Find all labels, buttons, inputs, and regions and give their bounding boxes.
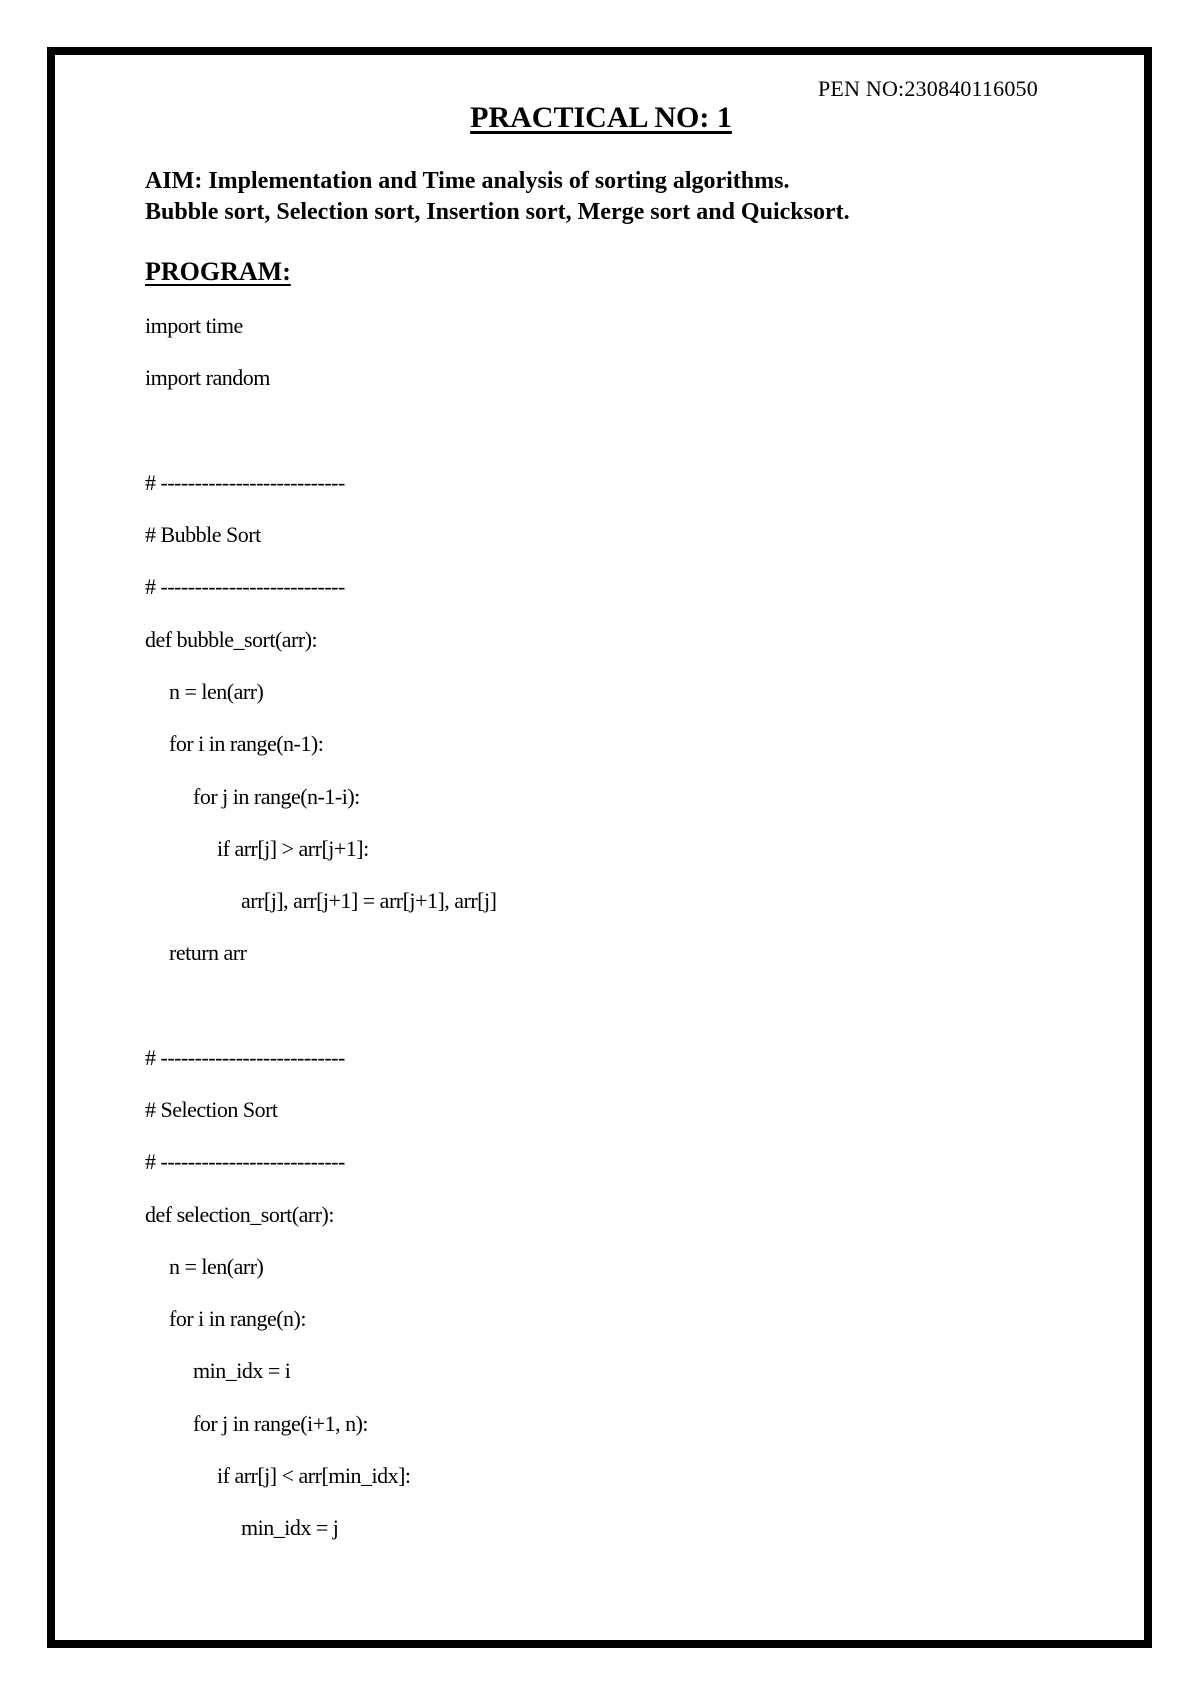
code-line: def bubble_sort(arr): xyxy=(145,627,318,652)
aim-line-2: Bubble sort, Selection sort, Insertion sort, Merge sort and Quicksort. xyxy=(145,199,850,225)
code-line: min_idx = j xyxy=(241,1515,339,1540)
aim-line-1: AIM: Implementation and Time analysis of sorting algorithms. xyxy=(145,168,790,194)
code-line: n = len(arr) xyxy=(169,679,264,704)
code-line: # --------------------------- xyxy=(145,470,345,495)
code-line: for i in range(n-1): xyxy=(169,731,324,756)
code-line: for j in range(n-1-i): xyxy=(193,784,360,809)
pen-number: PEN NO:230840116050 xyxy=(818,76,1038,101)
code-line: arr[j], arr[j+1] = arr[j+1], arr[j] xyxy=(241,888,497,913)
code-line: # Selection Sort xyxy=(145,1097,278,1122)
code-line: # --------------------------- xyxy=(145,1045,345,1070)
code-line: import time xyxy=(145,313,243,338)
code-line: # --------------------------- xyxy=(145,574,345,599)
code-line: for j in range(i+1, n): xyxy=(193,1411,369,1436)
code-line: min_idx = i xyxy=(193,1358,291,1383)
code-line: n = len(arr) xyxy=(169,1254,264,1279)
code-line: # --------------------------- xyxy=(145,1149,345,1174)
code-line: # Bubble Sort xyxy=(145,522,261,547)
page-border xyxy=(47,47,1152,1648)
code-line: def selection_sort(arr): xyxy=(145,1202,334,1227)
page-title: PRACTICAL NO: 1 xyxy=(470,101,732,134)
aim-section xyxy=(145,166,850,228)
code-line: for i in range(n): xyxy=(169,1306,306,1331)
code-line: if arr[j] < arr[min_idx]: xyxy=(217,1463,411,1488)
code-line: return arr xyxy=(169,940,247,965)
code-line: if arr[j] > arr[j+1]: xyxy=(217,836,369,861)
code-line: import random xyxy=(145,365,270,390)
program-heading: PROGRAM: xyxy=(145,257,291,286)
